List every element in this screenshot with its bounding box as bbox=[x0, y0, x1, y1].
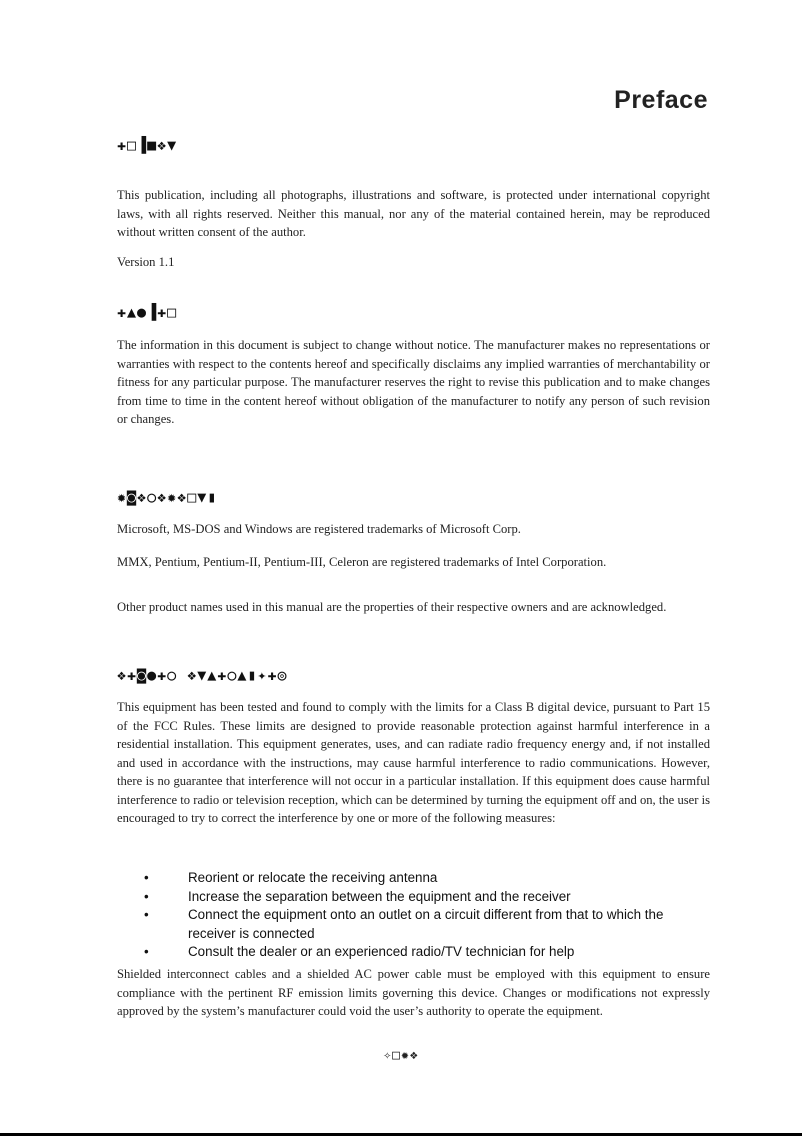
list-item-text: Increase the separation between the equipment and the receiver bbox=[188, 888, 571, 904]
trademark-paragraph-intel: MMX, Pentium, Pentium-II, Pentium-III, Celeron are registered trademarks of Intel Corporation. bbox=[117, 555, 607, 569]
bullet-icon: • bbox=[144, 870, 149, 885]
fcc-heading: ❖✚◙●✚○ ❖▼▲✚○▲▮✦✚◎ bbox=[117, 666, 288, 684]
bullet-icon: • bbox=[144, 944, 149, 960]
list-item bbox=[140, 869, 710, 888]
copyright-heading: ✚□▐■❖▼ bbox=[117, 136, 178, 154]
fcc-paragraph: This equipment has been tested and found to comply with the limits for a Class B digital device, pursuant to Part 15 of the FCC Rules. These limits are designed to provide reasonable protection against harmful interference in a residential installation. This equipment generates, uses, and can radiate radio frequency energy and, if not installed and used in accordance with the instructions, may cause harmful interference to radio communications. However, there is no guarantee that interference will not occur in a particular installation. If this equipment does cause harmful interference to radio or television reception, which can be determined by turning the equipment off and on, the user is encouraged to try to correct the interference by one or more of the following measures: bbox=[117, 700, 710, 825]
bullet-icon: • bbox=[144, 888, 149, 904]
disclaimer-heading: ✚▲●▐✚□ bbox=[117, 303, 178, 321]
list-item-text: Connect the equipment onto an outlet on a circuit different from that to which the receiver is connected bbox=[188, 907, 664, 941]
list-item bbox=[140, 943, 710, 962]
copyright-paragraph: This publication, including all photographs, illustrations and software, is protected under international copyright laws, with all rights reserved. Neither this manual, nor any of the material contained herein, may be reproduced without written consent of the author. bbox=[117, 188, 710, 239]
list-item bbox=[140, 888, 710, 907]
trademarks-heading: ✹◙❖○❖✹❖□▼▮ bbox=[117, 488, 218, 506]
fcc-closing-paragraph: Shielded interconnect cables and a shielded AC power cable must be employed with this equipment to ensure compliance with the pertinent RF emission limits governing this device. Changes or modifications not expressly approved by the system’s manufacturer could void the user’s authority to operate the equipment. bbox=[117, 967, 710, 1018]
trademark-paragraph-microsoft: Microsoft, MS-DOS and Windows are registered trademarks of Microsoft Corp. bbox=[117, 522, 521, 536]
list-item-text: Consult the dealer or an experienced radio/TV technician for help bbox=[188, 944, 575, 960]
page-title: Preface bbox=[614, 86, 708, 114]
trademark-paragraph-other: Other product names used in this manual are the properties of their respective owners and are acknowledged. bbox=[117, 600, 667, 614]
bullet-icon: • bbox=[144, 907, 149, 923]
version-text: Version 1.1 bbox=[117, 255, 175, 269]
page-number: ✧□✹❖ bbox=[383, 1048, 419, 1063]
disclaimer-paragraph: The information in this document is subject to change without notice. The manufacturer makes no representations or warranties with respect to the contents hereof and specifically disclaims any implied warranties of merchantability or fitness for any particular purpose. The manufacturer reserves the right to revise this publication and to make changes from time to time in the content hereof without obligation of the manufacturer to notify any person of such revision or changes. bbox=[117, 338, 710, 426]
list-item bbox=[140, 906, 710, 943]
list-item-text: Reorient or relocate the receiving antenna bbox=[188, 870, 438, 885]
fcc-measures-list bbox=[140, 869, 710, 962]
